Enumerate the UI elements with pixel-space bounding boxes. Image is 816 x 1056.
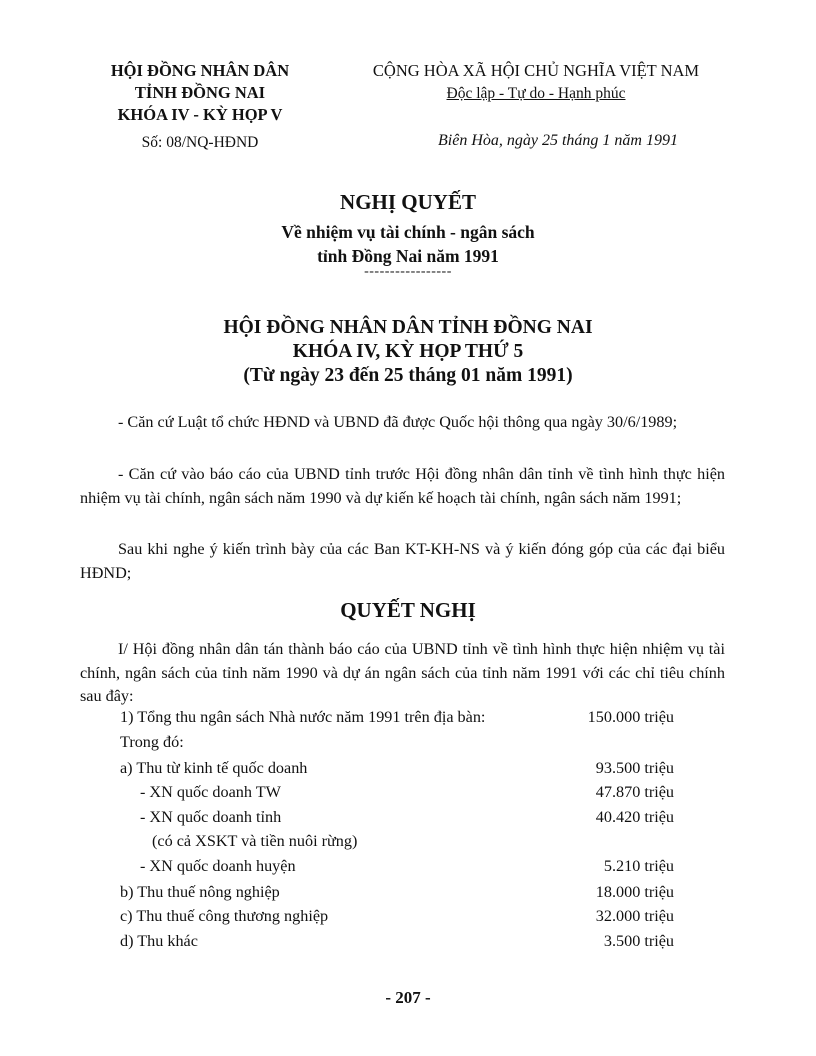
budget-item [0,907,816,931]
issuing-body-line-1: HỘI ĐỒNG NHÂN DÂN [110,61,290,80]
title-separator: ----------------- [364,264,452,279]
country-name: CỘNG HÒA XÃ HỘI CHỦ NGHĨA VIỆT NAM [372,61,700,80]
national-header [336,60,736,105]
subtitle-line-1: Về nhiệm vụ tài chính - ngân sách [281,222,535,242]
council-heading [0,316,816,388]
budget-item-label: - XN quốc doanh TW [140,783,281,801]
budget-item [0,832,816,856]
budget-item [0,808,816,832]
decision-heading: QUYẾT NGHỊ [340,598,476,622]
budget-item [0,857,816,881]
budget-item [0,708,816,732]
budget-item-value: 93.500 triệu [595,759,674,777]
preamble-paragraph-2: - Căn cứ vào báo cáo của UBND tỉnh trước Hội đồng nhân dân tỉnh về tình hình thực hiện nhiệm vụ tài chính, ngân sách năm 1990 và dự kiến kế hoạch tài chính, ngân sách năm 1991; [80,465,725,507]
budget-item-value: 47.870 triệu [595,783,674,801]
issuing-body-line-3: KHÓA IV - KỲ HỌP V [117,105,283,124]
budget-item-label: - XN quốc doanh huyện [140,857,296,875]
council-line-3: (Từ ngày 23 đến 25 tháng 01 năm 1991) [243,365,573,386]
document-title: NGHỊ QUYẾT [340,190,476,214]
budget-item [0,759,816,783]
document-subtitle [0,220,816,268]
council-line-1: HỘI ĐỒNG NHÂN DÂN TỈNH ĐỒNG NAI [223,317,593,338]
document-number: Số: 08/NQ-HĐND [141,134,259,151]
budget-item [0,783,816,807]
budget-item-label: d) Thu khác [120,932,198,950]
budget-item [0,932,816,956]
budget-item [0,733,816,757]
budget-item-value: 40.420 triệu [595,808,674,826]
section-1-intro: I/ Hội đồng nhân dân tán thành báo cáo của UBND tỉnh về tình hình thực hiện nhiệm vụ tài chính, ngân sách của tỉnh năm 1990 và dự án ngân sách của tỉnh năm 1991 với các chỉ tiêu chính sau đây: [80,640,725,705]
budget-item-value: 150.000 triệu [587,708,674,726]
budget-item-label: - XN quốc doanh tỉnh [140,808,282,826]
budget-item-value: 3.500 triệu [603,932,674,950]
budget-item-value: 18.000 triệu [595,883,674,901]
budget-item-value: 32.000 triệu [595,907,674,925]
national-motto: Độc lập - Tự do - Hạnh phúc [446,85,626,102]
budget-item-label: (có cả XSKT và tiền nuôi rừng) [152,832,358,850]
budget-item-label: c) Thu thuế công thương nghiệp [120,907,329,925]
page-number: - 207 - [385,988,431,1007]
budget-item-label: b) Thu thuế nông nghiệp [120,883,280,901]
preamble-paragraph-3: Sau khi nghe ý kiến trình bày của các Ban KT-KH-NS và ý kiến đóng góp của các đại biểu HĐND; [80,540,725,582]
budget-item [0,883,816,907]
budget-item-label: Trong đó: [120,733,184,751]
budget-item-label: 1) Tổng thu ngân sách Nhà nước năm 1991 trên địa bàn: [120,708,486,726]
council-line-2: KHÓA IV, KỲ HỌP THỨ 5 [292,341,524,362]
place-date: Biên Hòa, ngày 25 tháng 1 năm 1991 [438,132,678,149]
budget-item-value: 5.210 triệu [603,857,674,875]
issuing-body-line-2: TỈNH ĐỒNG NAI [134,83,266,102]
preamble-paragraph-1: - Căn cứ Luật tổ chức HĐND và UBND đã được Quốc hội thông qua ngày 30/6/1989; [118,413,678,431]
budget-item-label: a) Thu từ kinh tế quốc doanh [120,759,308,777]
subtitle-line-2: tỉnh Đồng Nai năm 1991 [317,246,499,266]
issuing-body-header [80,60,320,154]
